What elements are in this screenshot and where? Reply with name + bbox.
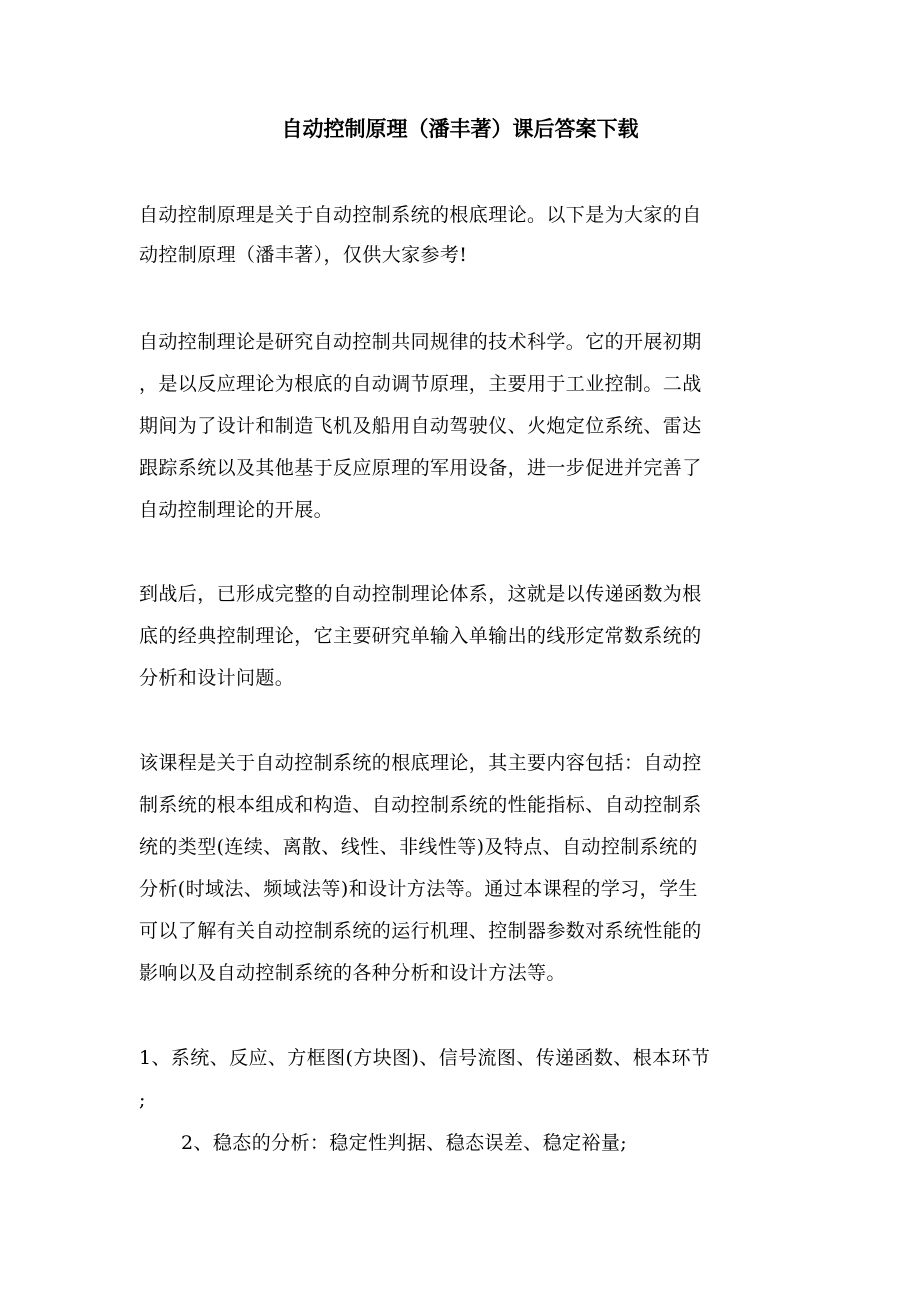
paragraph-1-line-1: 自动控制原理是关于自动控制系统的根底理论。以下是为大家的自 (139, 204, 702, 226)
paragraph-2-line-3: 期间为了设计和制造飞机及船用自动驾驶仪、火炮定位系统、雷达 (139, 415, 702, 437)
paragraph-4-line-2: 制系统的根本组成和构造、自动控制系统的性能指标、自动控制系 (139, 794, 702, 816)
paragraph-4-line-5: 可以了解有关自动控制系统的运行机理、控制器参数对系统性能的 (139, 920, 702, 942)
paragraph-4-line-6: 影响以及自动控制系统的各种分析和设计方法等。 (139, 962, 566, 984)
paragraph-4-line-3: 统的类型(连续、离散、线性、非线性等)及特点、自动控制系统的 (139, 836, 698, 858)
list-item-1-line-2: ; (139, 1089, 146, 1111)
paragraph-2-line-1: 自动控制理论是研究自动控制共同规律的技术科学。它的开展初期 (139, 331, 702, 353)
paragraph-3-line-3: 分析和设计问题。 (139, 667, 295, 689)
list-item-2-line-1: 2、稳态的分析：稳定性判据、稳态误差、稳定裕量; (181, 1132, 628, 1154)
paragraph-2-line-4: 跟踪系统以及其他基于反应原理的军用设备，进一步促进并完善了 (139, 457, 702, 479)
paragraph-3-line-1: 到战后，已形成完整的自动控制理论体系，这就是以传递函数为根 (139, 583, 702, 605)
list-item-1-line-1: 1、系统、反应、方框图(方块图)、信号流图、传递函数、根本环节 (139, 1047, 711, 1069)
paragraph-2-line-5: 自动控制理论的开展。 (139, 499, 334, 521)
paragraph-3-line-2: 底的经典控制理论，它主要研究单输入单输出的线形定常数系统的 (139, 625, 702, 647)
paragraph-2-line-2: ，是以反应理论为根底的自动调节原理，主要用于工业控制。二战 (139, 373, 702, 395)
paragraph-4-line-1: 该课程是关于自动控制系统的根底理论，其主要内容包括：自动控 (139, 752, 702, 774)
paragraph-1-line-2: 动控制原理（潘丰著），仅供大家参考! (139, 244, 468, 266)
paragraph-4-line-4: 分析(时域法、频域法等)和设计方法等。通过本课程的学习，学生 (139, 878, 698, 900)
document-title: 自动控制原理（潘丰著）课后答案下载 (281, 117, 639, 141)
